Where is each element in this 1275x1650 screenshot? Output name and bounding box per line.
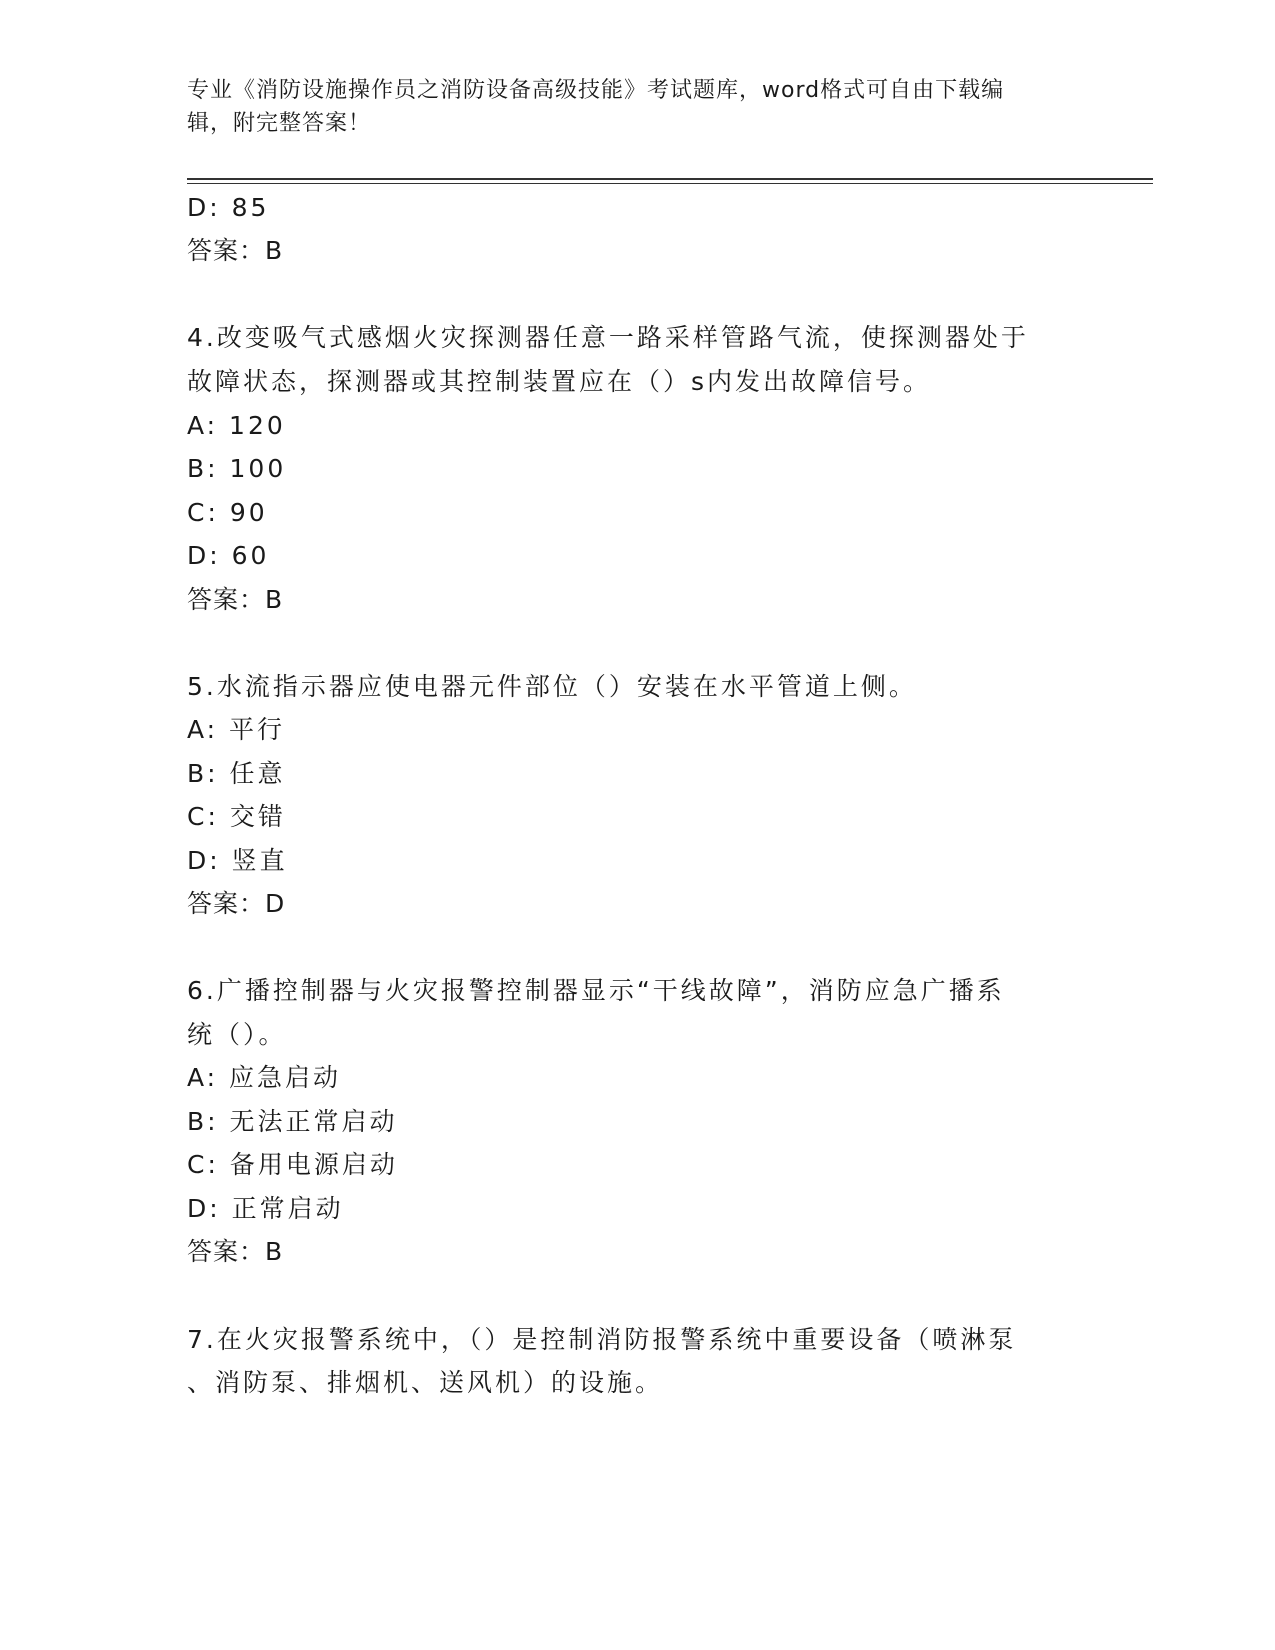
q5-option-d: D: 竖直 [187, 846, 288, 875]
header-divider-thick [187, 178, 1153, 180]
header-divider-thin [187, 183, 1153, 184]
page-header [187, 74, 1067, 140]
q6-option-c: C: 备用电源启动 [187, 1150, 398, 1179]
q4-stem-line-1: 4.改变吸气式感烟火灾探测器任意一路采样管路气流，使探测器处于 [187, 323, 1029, 352]
q5-option-a: A: 平行 [187, 715, 286, 744]
q4-option-d: D: 60 [187, 541, 270, 570]
header-line-1: 专业《消防设施操作员之消防设备高级技能》考试题库，word格式可自由下载编 [187, 78, 1005, 103]
q6-option-d: D: 正常启动 [187, 1194, 344, 1223]
q4-option-c: C: 90 [187, 498, 268, 527]
q7-stem-line-1: 7.在火灾报警系统中，（）是控制消防报警系统中重要设备（喷淋泵 [187, 1325, 1017, 1354]
q5-option-b: B: 任意 [187, 759, 286, 788]
q3-answer: 答案：B [187, 236, 284, 265]
q4-answer: 答案：B [187, 585, 284, 614]
q6-answer: 答案：B [187, 1237, 284, 1266]
q6-option-a: A: 应急启动 [187, 1063, 342, 1092]
header-line-2: 辑，附完整答案！ [187, 111, 372, 136]
q5-option-c: C: 交错 [187, 802, 286, 831]
q6-stem-line-1: 6.广播控制器与火灾报警控制器显示“干线故障”，消防应急广播系 [187, 976, 1005, 1005]
q3-option-d: D: 85 [187, 193, 270, 222]
q5-stem-line-1: 5.水流指示器应使电器元件部位（）安装在水平管道上侧。 [187, 672, 917, 701]
q4-stem-line-2: 故障状态，探测器或其控制装置应在（）s内发出故障信号。 [187, 367, 932, 396]
q7-stem-line-2: 、消防泵、排烟机、送风机）的设施。 [187, 1368, 664, 1397]
q4-option-a: A: 120 [187, 411, 286, 440]
q5-answer: 答案：D [187, 889, 286, 918]
q4-option-b: B: 100 [187, 454, 287, 483]
q6-stem-line-2: 统（）。 [187, 1020, 287, 1049]
q6-option-b: B: 无法正常启动 [187, 1107, 398, 1136]
